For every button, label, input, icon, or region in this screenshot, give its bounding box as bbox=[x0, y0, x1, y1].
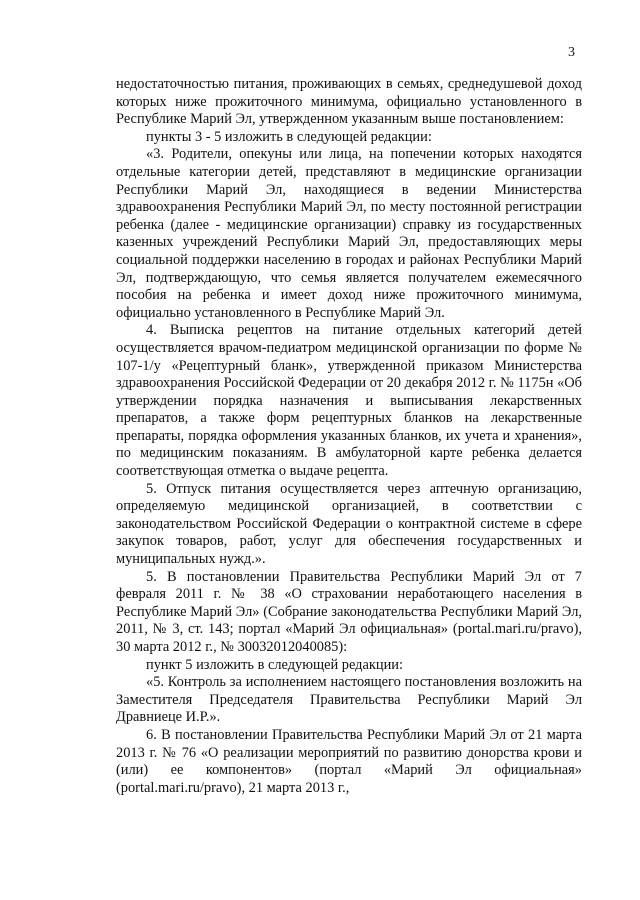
paragraph-point-5-instruction: пункт 5 изложить в следующей редакции: bbox=[146, 656, 403, 673]
paragraph-section-5: 5. В постановлении Правительства Республики Марий Эл от 7 февраля 2011 г. № 38 «О страховании неработающего населения в Республике Марий Эл» (Собрание законодательства Республики Марий Эл, 2011, № 3, ст. 143; портал «Марий Эл официальная» (portal.mari.ru/pravo), 30 марта 2012 г., № 30032012040085): bbox=[116, 568, 582, 655]
paragraph-intro-continuation: недостаточностью питания, проживающих в семьях, среднедушевой доход которых ниже прожиточного минимума, официально установленного в Республике Марий Эл, утвержденном указанным выше постановлением: bbox=[116, 76, 582, 128]
paragraph-point-3: «3. Родители, опекуны или лица, на попечении которых находятся отдельные категории детей, представляют в медицинские организации Республики Марий Эл, находящиеся в ведении Министерства здравоохранения Республики Марий Эл, по месту постоянной регистрации ребенка (далее - медицинские организации) справку из государственных казенных учреждений Республики Марий Эл, предоставляющих меры социальной поддержки населению в городах и районах Республики Марий Эл, подтверждающую, что семья является получателем ежемесячного пособия на ребенка и имеет доход ниже прожиточного минимума, официально установленного в Республике Марий Эл. bbox=[116, 146, 582, 321]
page-number: 3 bbox=[568, 45, 575, 60]
document-body bbox=[116, 76, 582, 797]
paragraph-points-3-5-instruction: пункты 3 - 5 изложить в следующей редакции: bbox=[146, 128, 432, 145]
paragraph-point-5-text: «5. Контроль за исполнением настоящего постановления возложить на Заместителя Председателя Правительства Республики Марий Эл Дравниеце И.Р.». bbox=[116, 674, 582, 726]
paragraph-point-4: 4. Выписка рецептов на питание отдельных категорий детей осуществляется врачом-педиатром медицинской организации по форме № 107-1/у «Рецептурный бланк», утвержденной приказом Министерства здравоохранения Российской Федерации от 20 декабря 2012 г. № 1175н «Об утверждении порядка назначения и выписывания лекарственных препаратов, а также форм рецептурных бланков на лекарственные препараты, порядка оформления указанных бланков, их учета и хранения», по медицинским показаниям. В амбулаторной карте ребенка делается соответствующая отметка о выдаче рецепта. bbox=[116, 322, 582, 480]
paragraph-point-5: 5. Отпуск питания осуществляется через аптечную организацию, определяемую медицинской организацией, в соответствии с законодательством Российской Федерации о контрактной системе в сфере закупок товаров, работ, услуг для обеспечения государственных и муниципальных нужд.». bbox=[116, 480, 582, 568]
paragraph-section-6: 6. В постановлении Правительства Республики Марий Эл от 21 марта 2013 г. № 76 «О реализации мероприятий по развитию донорства крови и (или) ее компонентов» (портал «Марий Эл официальная» (portal.mari.ru/pravo), 21 марта 2013 г., bbox=[116, 726, 582, 796]
